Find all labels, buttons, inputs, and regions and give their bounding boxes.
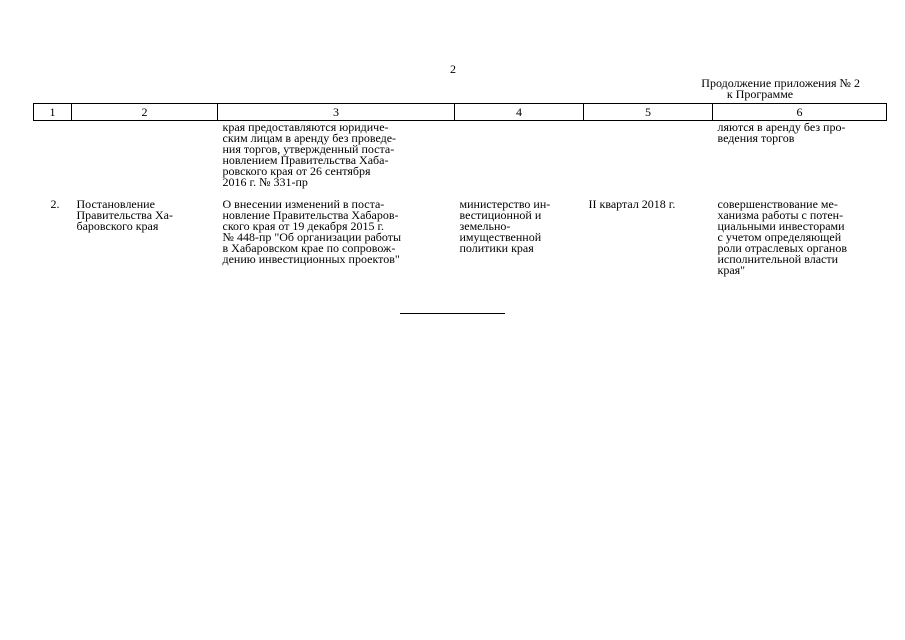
text-line: в Хабаровском крае по сопровож-: [222, 241, 396, 255]
column-header: 5: [584, 104, 713, 121]
row-number-cell: [34, 198, 72, 276]
executor-cell: [455, 198, 584, 276]
program-table: [33, 103, 887, 276]
text-line: роли отраслевых органов: [717, 241, 848, 255]
text-line: 2016 г. № 331-пр: [222, 175, 308, 189]
appendix-note-line-1: Продолжение приложения № 2: [701, 76, 860, 90]
text-line: политики края: [459, 241, 534, 255]
text-line: имущественной: [459, 230, 542, 244]
continuation-document-text: [218, 121, 455, 199]
appendix-note: [660, 78, 860, 100]
text-line: ведения торгов: [717, 131, 795, 145]
text-line: новление Правительства Хабаров-: [222, 208, 399, 222]
text-line: исполнительной власти: [717, 252, 839, 266]
text-line: ским лицам в аренду без проведе-: [222, 131, 397, 145]
text-line: вестиционной и: [459, 208, 542, 222]
text-line: Правительства Ха-: [76, 208, 174, 222]
row-number: 2.: [50, 197, 60, 211]
column-header: 6: [713, 104, 887, 121]
text-line: министерство ин-: [459, 197, 551, 211]
text-line: ляются в аренду без про-: [717, 120, 846, 134]
text-line: ского края от 19 декабря 2015 г.: [222, 219, 385, 233]
table-header-row: [34, 104, 887, 121]
text-line: с учетом определяющей: [717, 230, 842, 244]
text-line: циальными инвесторами: [717, 219, 845, 233]
text-line: края": [717, 263, 746, 277]
continuation-result-text: [713, 121, 887, 199]
text-line: ровского края от 26 сентября: [222, 164, 371, 178]
deadline-text: II квартал 2018 г.: [588, 197, 676, 211]
text-line: баровского края: [76, 219, 159, 233]
text-line: № 448-пр "Об организации работы: [222, 230, 402, 244]
text-line: дению инвестиционных проектов": [222, 252, 400, 266]
text-line: ния торгов, утвержденный поста-: [222, 142, 395, 156]
table-cell: [72, 121, 218, 199]
result-cell: [713, 198, 887, 276]
text-line: земельно-: [459, 219, 511, 233]
appendix-note-line-2: к Программе: [726, 87, 794, 101]
table-row: [34, 198, 887, 276]
page-number: 2: [450, 62, 456, 76]
document-title-cell: [218, 198, 455, 276]
column-header: 3: [218, 104, 455, 121]
column-header: 2: [72, 104, 218, 121]
end-of-document-rule: [400, 313, 505, 314]
text-line: ханизма работы с потен-: [717, 208, 844, 222]
table-cell: [584, 121, 713, 199]
text-line: О внесении изменений в поста-: [222, 197, 385, 211]
table-continuation-row: [34, 121, 887, 199]
column-header: 1: [34, 104, 72, 121]
text-line: новлением Правительства Хаба-: [222, 153, 389, 167]
column-header: 4: [455, 104, 584, 121]
text-line: Постановление: [76, 197, 155, 211]
table-cell: [34, 121, 72, 199]
text-line: совершенствование ме-: [717, 197, 838, 211]
deadline-cell: [584, 198, 713, 276]
document-type-cell: [72, 198, 218, 276]
table-cell: [455, 121, 584, 199]
text-line: края предоставляются юридиче-: [222, 120, 389, 134]
